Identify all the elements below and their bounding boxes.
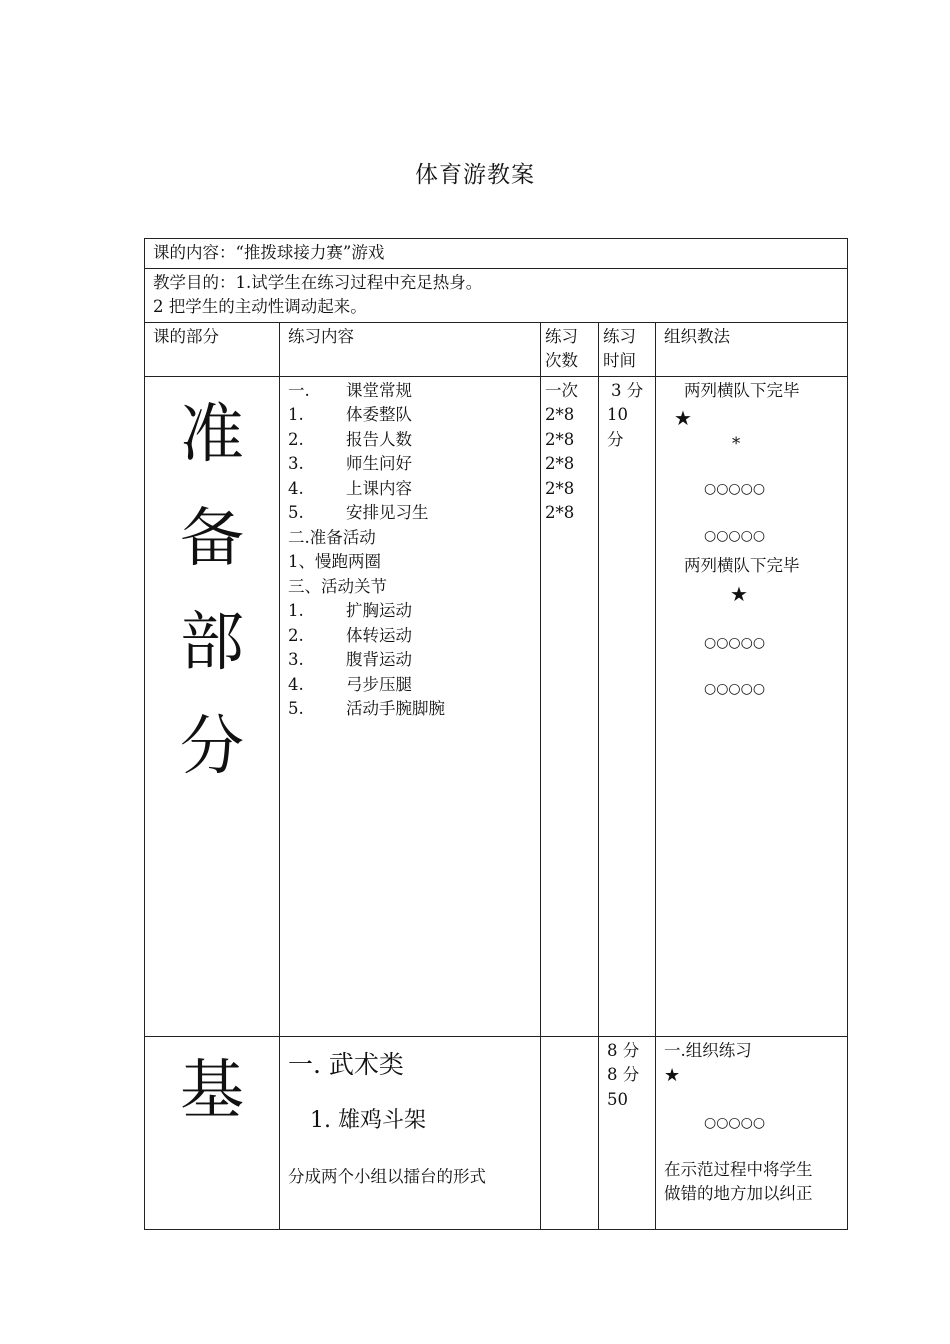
list-item: 1、慢跑两圈	[288, 552, 381, 571]
header-count	[541, 322, 599, 376]
list-item: 3. 腹背运动	[288, 650, 412, 669]
time-value: 8 分	[607, 1065, 640, 1084]
teacher-star-icon: ★	[664, 1065, 681, 1086]
method-note: 在示范过程中将学生	[664, 1159, 813, 1179]
student-circles-icon: ○○○○○	[704, 527, 766, 544]
prep-part-cell	[145, 376, 280, 1036]
lesson-plan-table	[144, 238, 848, 1230]
count-value: 2*8	[545, 478, 575, 498]
prep-count-cell	[541, 376, 599, 1036]
basic-count-cell	[541, 1036, 599, 1229]
prep-part-char: 准	[180, 397, 244, 472]
header-row	[145, 322, 848, 376]
prep-method-cell	[656, 376, 848, 1036]
student-circles-icon: ○○○○○	[704, 1115, 766, 1131]
header-part: 课的部分	[145, 322, 280, 376]
prep-part-char: 分	[180, 709, 244, 784]
basic-time-cell	[599, 1036, 656, 1229]
basic-part-cell	[145, 1036, 280, 1229]
time-value: 10	[607, 405, 628, 424]
teacher-star-icon: ★	[674, 406, 692, 430]
count-value: 2*8	[545, 503, 575, 522]
student-circles-icon: ○○○○○	[704, 681, 766, 697]
time-value: 分	[607, 429, 624, 449]
list-item: 2. 体转运动	[288, 625, 412, 645]
objective-row	[145, 268, 848, 322]
list-item: 5. 安排见习生	[288, 503, 429, 522]
asterisk-icon: *	[732, 434, 741, 453]
description: 分成两个小组以擂台的形式	[288, 1166, 486, 1186]
student-circles-icon: ○○○○○	[704, 634, 766, 651]
count-value: 一次	[545, 380, 578, 400]
basic-method-cell	[656, 1036, 848, 1229]
header-count-line-1: 练习	[545, 326, 578, 346]
list-item: 1. 体委整队	[288, 405, 412, 424]
list-item: 一. 课堂常规	[288, 380, 412, 400]
page-title: 体育游教案	[415, 162, 535, 188]
time-value: 8 分	[607, 1040, 640, 1060]
time-value: 3 分	[611, 380, 644, 400]
count-value: 2*8	[545, 454, 575, 473]
prep-content-cell	[280, 376, 541, 1036]
list-item: 1. 扩胸运动	[288, 601, 412, 620]
objective-line-1: 教学目的：1.试学生在练习过程中充足热身。	[153, 272, 483, 292]
method-note: 做错的地方加以纠正	[664, 1184, 813, 1203]
header-method: 组织教法	[656, 322, 848, 376]
prep-time-cell	[599, 376, 656, 1036]
prep-part-char: 部	[180, 605, 244, 680]
teaching-objective	[145, 268, 848, 322]
list-item: 4. 上课内容	[288, 478, 412, 498]
formation-note: 两列横队下完毕	[684, 380, 800, 400]
formation-note: 两列横队下完毕	[684, 556, 800, 575]
list-item: 3. 师生问好	[288, 454, 412, 473]
time-value: 50	[607, 1089, 628, 1109]
basic-row	[145, 1036, 848, 1229]
prep-row	[145, 376, 848, 1036]
section-heading: 二.准备活动	[288, 527, 376, 547]
prep-part-char: 备	[180, 501, 244, 576]
basic-part-char: 基	[180, 1053, 244, 1128]
count-value: 2*8	[545, 405, 575, 424]
method-heading: 一.组织练习	[664, 1040, 752, 1060]
count-value: 2*8	[545, 429, 575, 449]
section-heading: 三、活动关节	[288, 576, 387, 596]
course-content: 课的内容：“推拨球接力赛”游戏	[145, 239, 848, 269]
list-item: 2. 报告人数	[288, 429, 412, 449]
header-time	[599, 322, 656, 376]
list-item: 5. 活动手腕脚腕	[288, 699, 445, 718]
teacher-star-icon: ★	[730, 581, 748, 606]
header-content: 练习内容	[280, 322, 541, 376]
header-count-line-2: 次数	[545, 351, 578, 370]
student-circles-icon: ○○○○○	[704, 481, 766, 497]
header-time-line-1: 练习	[603, 326, 636, 346]
header-time-line-2: 时间	[603, 351, 636, 370]
objective-line-2: 2 把学生的主动性调动起来。	[153, 297, 367, 316]
basic-content-cell	[280, 1036, 541, 1229]
list-item: 4. 弓步压腿	[288, 674, 412, 694]
course-content-row	[145, 239, 848, 269]
sub-heading: 1. 雄鸡斗架	[310, 1107, 426, 1133]
section-heading: 一. 武术类	[288, 1049, 404, 1079]
